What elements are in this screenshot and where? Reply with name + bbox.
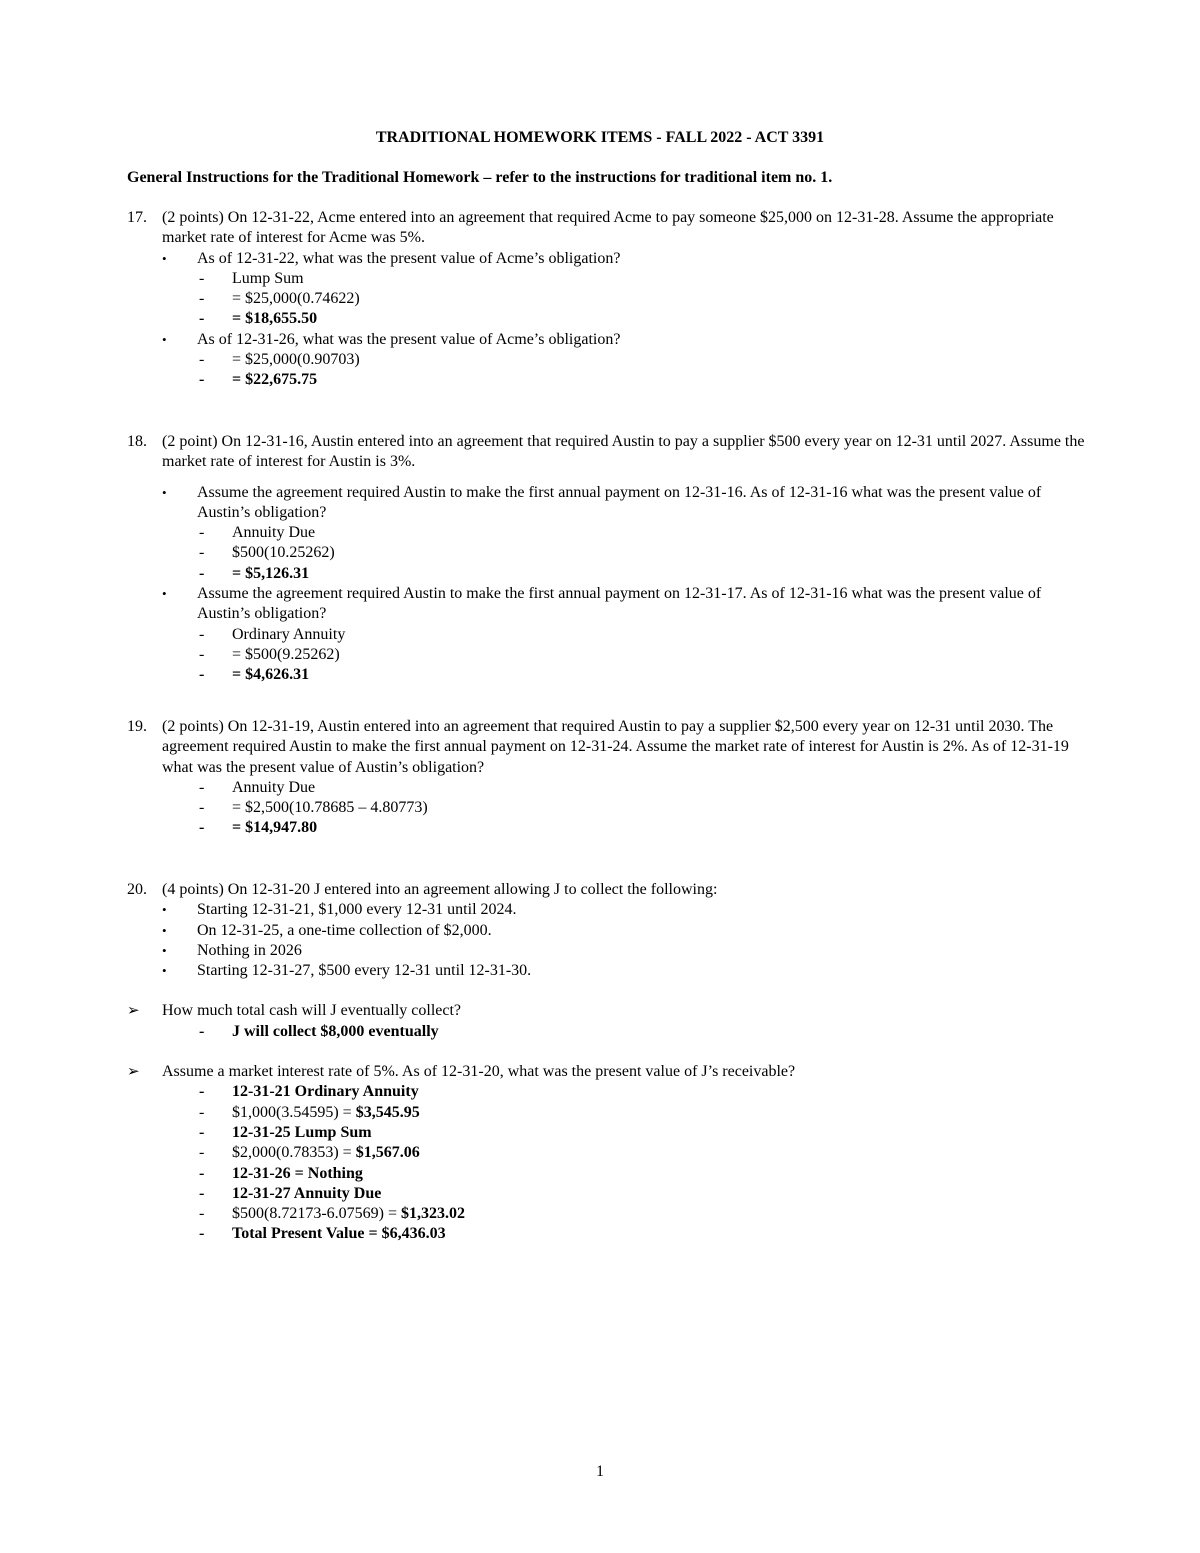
answer-line: - = $500(9.25262) bbox=[127, 645, 1087, 665]
item-number: 20. bbox=[127, 881, 147, 898]
item-18-bullet-2: • Assume the agreement required Austin to make the first annual payment on 12-31-17. As of 12-31-16 what was the present value of Austin’s obligation? bbox=[162, 585, 1042, 623]
item-19-text: (2 points) On 12-31-19, Austin entered into an agreement that required Austin to pay a supplier $2,500 every year on 12-31 until 2030. The agreement required Austin to make the first annual payment on 12-31-24. Assume the market rate of interest for Austin is 2%. As of 12-31-19 what was the present value of Austin’s obligation? bbox=[162, 718, 1069, 776]
arrow-icon: ➢ bbox=[127, 1003, 140, 1020]
answer-result: - = $5,126.31 bbox=[127, 564, 1087, 584]
answer-result: - = $4,626.31 bbox=[127, 665, 1087, 685]
bullet-icon: • bbox=[162, 922, 167, 938]
item-18 bbox=[127, 432, 1087, 686]
answer-line: - 12-31-21 Ordinary Annuity bbox=[127, 1082, 1087, 1102]
dash-icon: - bbox=[199, 1103, 205, 1121]
item-number: 18. bbox=[127, 433, 147, 450]
dash-icon: - bbox=[199, 371, 205, 389]
item-20-question-2: ➢ Assume a market interest rate of 5%. As of 12-31-20, what was the present value of J’s receivable? bbox=[127, 1062, 1087, 1082]
dash-icon: - bbox=[199, 666, 205, 684]
arrow-icon: ➢ bbox=[127, 1064, 140, 1081]
item-20-question bbox=[127, 880, 1087, 900]
dash-icon: - bbox=[199, 645, 205, 663]
item-17-bullet-2: • As of 12-31-26, what was the present value of Acme’s obligation? bbox=[127, 330, 1087, 350]
item-17-text: (2 points) On 12-31-22, Acme entered into an agreement that required Acme to pay someone $25,000 on 12-31-28. Assume the appropriate market rate of interest for Acme was 5%. bbox=[162, 209, 1054, 247]
item-20-question-1: ➢ How much total cash will J eventually collect? bbox=[127, 1001, 1087, 1021]
dash-icon: - bbox=[199, 269, 205, 287]
item-17-bullet-1: • As of 12-31-22, what was the present value of Acme’s obligation? bbox=[127, 249, 1087, 269]
answer-result: - = $22,675.75 bbox=[127, 370, 1087, 390]
general-instructions: General Instructions for the Traditional Homework – refer to the instructions for traditional item no. 1. bbox=[127, 169, 833, 186]
answer-result: - Total Present Value = $6,436.03 bbox=[127, 1224, 1087, 1244]
answer-line: - Annuity Due bbox=[127, 523, 1087, 543]
answer-line: - Lump Sum bbox=[127, 269, 1087, 289]
document-title: TRADITIONAL HOMEWORK ITEMS - FALL 2022 - ACT 3391 bbox=[375, 129, 825, 146]
bullet-icon: • bbox=[162, 902, 167, 918]
dash-icon: - bbox=[199, 1083, 205, 1101]
answer-line: - = $25,000(0.74622) bbox=[127, 289, 1087, 309]
answer-line: - $500(8.72173-6.07569) = $1,323.02 bbox=[127, 1204, 1087, 1224]
dash-icon: - bbox=[199, 1184, 205, 1202]
item-20 bbox=[127, 880, 1087, 1245]
list-item: • Nothing in 2026 bbox=[127, 941, 1087, 961]
dash-icon: - bbox=[199, 310, 205, 328]
answer-line: - Annuity Due bbox=[127, 778, 1087, 798]
dash-icon: - bbox=[199, 1205, 205, 1223]
answer-line: - 12-31-27 Annuity Due bbox=[127, 1184, 1087, 1204]
dash-icon: - bbox=[199, 1144, 205, 1162]
item-number: 17. bbox=[127, 209, 147, 226]
list-item: • Starting 12-31-27, $500 every 12-31 until 12-31-30. bbox=[127, 961, 1087, 981]
bullet-icon: • bbox=[162, 331, 167, 347]
answer-line: - = $2,500(10.78685 – 4.80773) bbox=[127, 798, 1087, 818]
dash-icon: - bbox=[199, 1123, 205, 1141]
item-18-bullet-1: • Assume the agreement required Austin to make the first annual payment on 12-31-16. As of 12-31-16 what was the present value of Austin’s obligation? bbox=[162, 483, 1042, 521]
item-18-question bbox=[127, 432, 1087, 473]
answer-result: - = $18,655.50 bbox=[127, 309, 1087, 329]
answer-line: - = $25,000(0.90703) bbox=[127, 350, 1087, 370]
dash-icon: - bbox=[199, 564, 205, 582]
dash-icon: - bbox=[199, 778, 205, 796]
dash-icon: - bbox=[199, 351, 205, 369]
item-19-question bbox=[127, 717, 1087, 778]
bullet-icon: • bbox=[162, 250, 167, 266]
dash-icon: - bbox=[199, 524, 205, 542]
item-19 bbox=[127, 717, 1087, 839]
item-20-text: (4 points) On 12-31-20 J entered into an agreement allowing J to collect the following: bbox=[162, 881, 718, 898]
answer-line: - $2,000(0.78353) = $1,567.06 bbox=[127, 1143, 1087, 1163]
page-number: 1 bbox=[596, 1463, 604, 1480]
answer-line: - $500(10.25262) bbox=[127, 543, 1087, 563]
answer-line: - 12-31-26 = Nothing bbox=[127, 1164, 1087, 1184]
dash-icon: - bbox=[199, 1164, 205, 1182]
item-18-text: (2 point) On 12-31-16, Austin entered into an agreement that required Austin to pay a supplier $500 every year on 12-31 until 2027. Assume the market rate of interest for Austin is 3%. bbox=[162, 433, 1085, 471]
dash-icon: - bbox=[199, 625, 205, 643]
bullet-icon: • bbox=[162, 942, 167, 958]
bullet-icon: • bbox=[162, 963, 167, 979]
list-item: • Starting 12-31-21, $1,000 every 12-31 until 2024. bbox=[127, 900, 1087, 920]
item-17-question bbox=[127, 208, 1087, 249]
item-17 bbox=[127, 208, 1087, 391]
item-number: 19. bbox=[127, 718, 147, 735]
answer-line: - $1,000(3.54595) = $3,545.95 bbox=[127, 1103, 1087, 1123]
dash-icon: - bbox=[199, 1225, 205, 1243]
answer-result: - J will collect $8,000 eventually bbox=[127, 1022, 1087, 1042]
answer-line: - 12-31-25 Lump Sum bbox=[127, 1123, 1087, 1143]
bullet-icon: • bbox=[162, 586, 167, 602]
dash-icon: - bbox=[199, 1022, 205, 1040]
dash-icon: - bbox=[199, 819, 205, 837]
answer-line: - Ordinary Annuity bbox=[127, 625, 1087, 645]
dash-icon: - bbox=[199, 544, 205, 562]
answer-result: - = $14,947.80 bbox=[127, 818, 1087, 838]
list-item: • On 12-31-25, a one-time collection of $2,000. bbox=[127, 921, 1087, 941]
dash-icon: - bbox=[199, 799, 205, 817]
bullet-icon: • bbox=[162, 484, 167, 500]
dash-icon: - bbox=[199, 290, 205, 308]
